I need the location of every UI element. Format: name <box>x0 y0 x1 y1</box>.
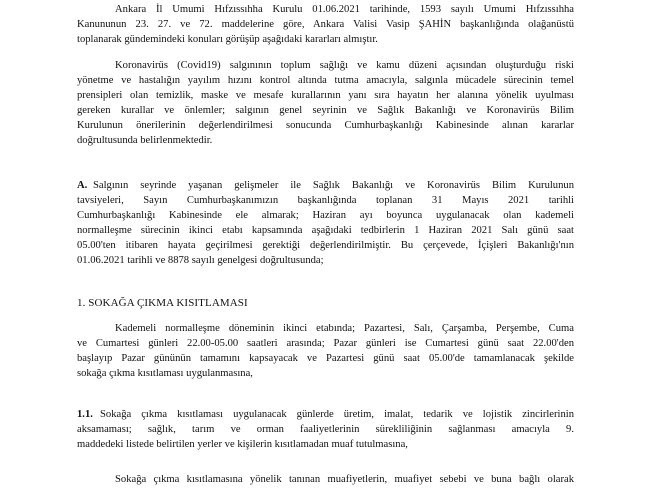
section-1-1-line-2: aksamaması; sağlık, tarım ve orman faaliyetlerinin sürekliliğinin sağlanması amacıyla 9. <box>77 424 574 435</box>
covid-line-5: Kurulunun önerilerinin değerlendirilmesi sonucunda Cumhurbaşkanlığı Kabinesinde alınan kararlar <box>77 120 574 131</box>
section-1-line-2: ve Cumartesi günleri 22.00-05.00 saatleri arasında; Pazar günleri ise Cumartesi günü saat 22.00'den <box>77 338 574 349</box>
section-a-marker: A. <box>77 180 88 191</box>
section-1-1-line-1: Sokağa çıkma kısıtlaması uygulanacak günlerde üretim, imalat, tedarik ve lojistik zincirlerinin <box>100 409 574 420</box>
section-1-1-marker: 1.1. <box>77 409 93 420</box>
covid-line-4: gereken kurallar ve önlemler; salgının genel seyrinin ve Sağlık Bakanlığı ve Koronavirüs Bilim <box>77 105 574 116</box>
section-1-line-1: Kademeli normalleşme döneminin ikinci etabında; Pazartesi, Salı, Çarşamba, Perşembe, Cuma <box>115 323 574 334</box>
section-a-line-1: Salgının seyrinde yaşanan gelişmeler ile Sağlık Bakanlığı ve Koronavirüs Bilim Kurulunun <box>93 180 574 191</box>
section-a-line-5: 05.00'ten itibaren hayata geçirilmesi gerektiği değerlendirilmiştir. Bu çerçevede, İçişleri Bakanlığı'nın <box>77 240 574 251</box>
section-a-line-3: Cumhurbaşkanlığı Kabinesinde ele almarak; Haziran ayı boyunca uygulanacak olan kademeli <box>77 210 574 221</box>
covid-line-3: prensipleri olan temizlik, maske ve mesafe kurallarının yanı sıra hayatın her alanına yönelik uyulması <box>77 90 574 101</box>
section-1-line-3: başlayıp Pazar gününün tamamını kapsayacak ve Pazartesi günü saat 05.00'de tamamlanacak şekilde <box>77 353 574 364</box>
covid-line-1: Koronavirüs (Covid19) salgınının toplum sağlığı ve kamu düzeni açısından oluşturduğu riski <box>115 60 574 71</box>
covid-line-2: yönetme ve hastalığın yayılım hızını kontrol altında tutma amacıyla, salgınla mücadele sürecinin temel <box>77 75 574 86</box>
intro-line-1: Ankara İl Umumi Hıfzıssıhha Kurulu 01.06.2021 tarihinde, 1593 sayılı Umumi Hıfzıssıhha <box>115 4 574 15</box>
intro-line-2: Kanununun 23. 27. ve 72. maddelerine göre, Ankara Valisi Vasip ŞAHİN başkanlığında olağanüstü <box>77 19 574 30</box>
intro-line-3: toplanarak gündemindeki konuları görüşüp aşağıdaki kararları almıştır. <box>77 34 378 45</box>
section-a-line-4: normalleşme sürecinin ikinci etabı kapsamında aşağıdaki tedbirlerin 1 Haziran 2021 Salı günü saat <box>77 225 574 236</box>
section-1-1-line-3: maddedeki listede belirtilen yerler ve kişilerin kısıtlamadan muaf tutulmasına, <box>77 439 408 450</box>
section-1-line-4: sokağa çıkma kısıtlaması uygulanmasına, <box>77 368 253 379</box>
trailing-line-1: Sokağa çıkma kısıtlamasına yönelik tanınan muafiyetlerin, muafiyet sebebi ve buna bağlı olarak <box>115 474 574 485</box>
section-1-title: 1. SOKAĞA ÇIKMA KISITLAMASI <box>77 297 248 309</box>
covid-line-6: doğrultusunda belirlenmektedir. <box>77 135 213 146</box>
section-a-line-6: 01.06.2021 tarihli ve 8878 sayılı genelgesi doğrultusunda; <box>77 255 324 266</box>
section-a-line-2: tavsiyeleri, Sayın Cumhurbaşkanımızın başkanlığında toplanan 31 Mayıs 2021 tarihli <box>77 195 574 206</box>
